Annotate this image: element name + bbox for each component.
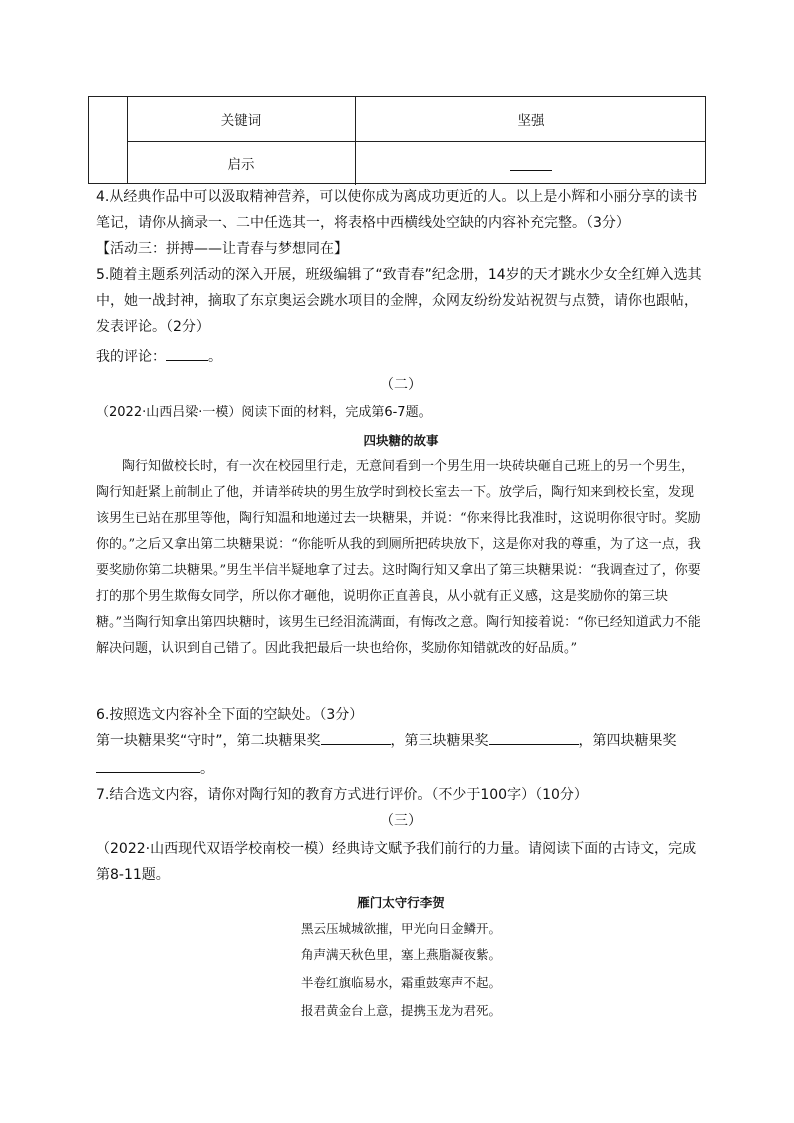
table-row-keyword: [127, 97, 706, 142]
poem-line-3: 半卷红旗临易水，霜重鼓寒声不起。: [300, 975, 501, 990]
question-6: 6.按照选文内容补全下面的空缺处。（3分）: [96, 707, 364, 723]
question-4: 4.从经典作品中可以汲取精神营养，可以使你成为离成功更近的人。以上是小辉和小丽分享的读书笔记，请你从摘录一、二中任选其一，将表格中西横线处空缺的内容补充完整。（3分）: [96, 189, 698, 231]
question-5: 5.随着主题系列活动的深入开展，班级编辑了“致青春”纪念册，14岁的天才跳水少女全红婵入选其中，她一战封神，摘取了东京奥运会跳水项目的金牌，众网友纷纷发站祝贺与点赞，请你也跟帖，发表评论。（2分）: [96, 267, 702, 335]
q6-blank-3[interactable]: [96, 756, 200, 773]
comment-label: 我的评论：: [96, 349, 166, 365]
my-comment-line: [96, 344, 706, 370]
section-2-source: （2022·山西吕梁·一模）阅读下面的材料，完成第6-7题。: [96, 405, 432, 420]
section-3-heading: （三）: [380, 813, 422, 829]
essay-title: 四块糖的故事: [363, 433, 439, 448]
q6-blank-1[interactable]: [321, 728, 391, 745]
q6-part2: ，第三块糖果奖: [390, 733, 489, 749]
reading-notes-table: [88, 96, 706, 184]
table-cell-inspiration-blank[interactable]: [356, 141, 706, 185]
table-cell-inspiration-label: 启示: [127, 141, 356, 185]
question-6-fill-line-2: [96, 756, 706, 782]
table-cell-keyword-label: 关键词: [127, 97, 356, 141]
activity-3-heading: 【活动三：拼搏——让青春与梦想同在】: [96, 241, 348, 257]
comment-end: 。: [208, 349, 222, 365]
q6-part1: 第一块糖果奖“守时”，第二块糖果奖: [96, 733, 321, 749]
table-cell-keyword-value: 坚强: [517, 113, 545, 129]
essay-body: 陶行知做校长时，有一次在校园里行走，无意间看到一个男生用一块砖块砸自己班上的另一个男生，陶行知赶紧上前制止了他，并请举砖块的男生放学时到校长室去一下。放学后，陶行知来到校长室，发现该男生已站在那里等他，陶行知温和地递过去一块糖果，并说：“你来得比我准时，这说明你很守时。奖励你的。”之后又拿出第二块糖果说：“你能听从我的到厕所把砖块放下，这是你对我的尊重，为了这一点，我要奖励你第二块糖果。”男生半信半疑地拿了过去。这时陶行知又拿出了第三块糖果说：“我调查过了，你要打的那个男生欺侮女同学，所以你才砸他，说明你正直善良，从小就有正义感，这是奖励你的第三块糖。”当陶行知拿出第四块糖时，该男生已经泪流满面，有悔改之意。陶行知接着说：“你已经知道武力不能解决问题，认识到自己错了。因此我把最后一块也给你，奖励你知错就改的好品质。”: [96, 459, 701, 656]
inspiration-answer-blank[interactable]: [510, 156, 552, 171]
poem-line-4: 报君黄金台上意，提携玉龙为君死。: [300, 1003, 501, 1018]
section-3-source: （2022·山西现代双语学校南校一模）经典诗文赋予我们前行的力量。请阅读下面的古诗文，完成第8-11题。: [96, 841, 697, 883]
table-row-inspiration: [127, 141, 706, 185]
section-2-heading: （二）: [380, 377, 422, 393]
poem-line-1: 黑云压城城欲摧，甲光向日金鳞开。: [300, 921, 501, 936]
poem-title: 雁门太守行李贺: [357, 895, 445, 910]
q6-part3: ，第四块糖果奖: [578, 733, 677, 749]
comment-blank[interactable]: [166, 344, 208, 361]
question-7: 7.结合选文内容，请你对陶行知的教育方式进行评价。（不少于100字）（10分）: [96, 787, 588, 803]
q6-end: 。: [200, 761, 214, 777]
question-6-fill-line: [96, 728, 706, 754]
table-left-column: [89, 97, 128, 183]
q6-blank-2[interactable]: [489, 728, 579, 745]
poem-line-2: 角声满天秋色里，塞上燕脂凝夜紫。: [300, 947, 501, 962]
